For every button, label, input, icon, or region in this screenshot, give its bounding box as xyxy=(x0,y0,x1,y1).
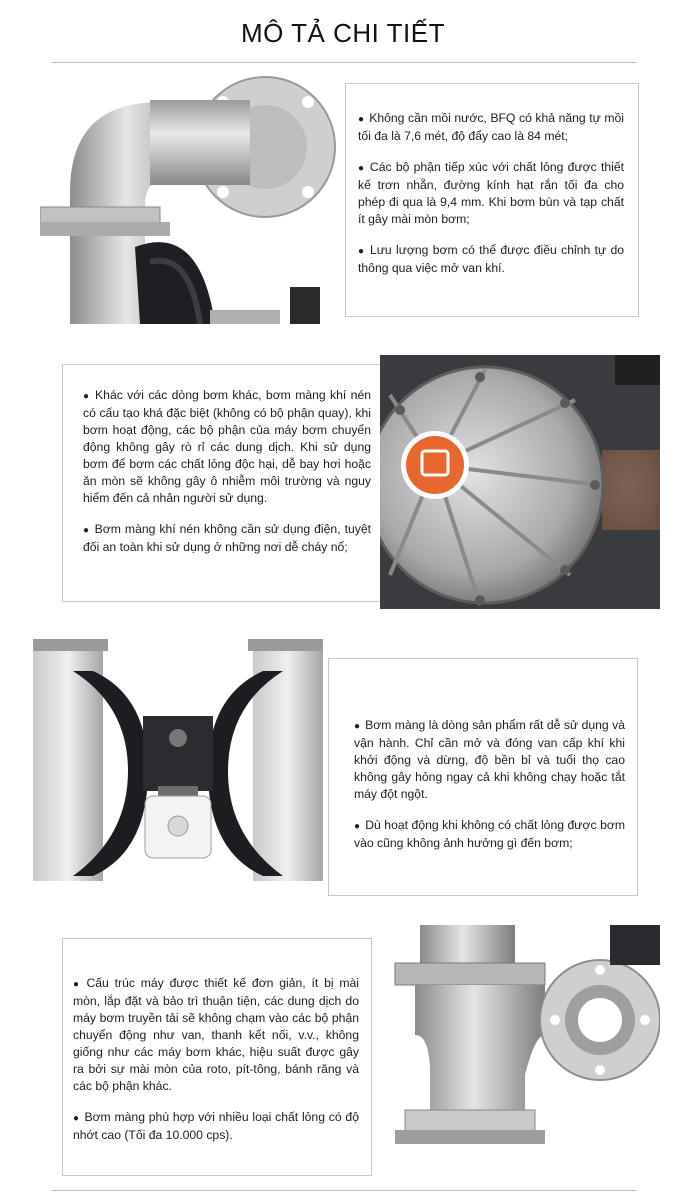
feature-box-1 xyxy=(345,83,639,317)
feature-paragraph: ● Khác với các dòng bơm khác, bơm màng khí nén có cấu tạo khá đặc biệt (không có bộ phận quay), khi bơm hoạt động, các bộ phận của máy bơm chuyển động không gây rò rỉ các dung dịch. Khi sử dụng bơm để bơm các chất lỏng độc hại, dễ bay hơi hoặc ăn mòn sẽ không gây ô nhiễm môi trường và nguy hiểm đến cả nhân người sử dụng. xyxy=(83,388,371,505)
bullet-icon: ● xyxy=(358,114,365,125)
pump-elbow-flange-photo xyxy=(40,72,340,324)
bullet-icon: ● xyxy=(83,525,90,536)
bullet-icon: ● xyxy=(358,163,365,174)
feature-paragraph: ● Bơm màng phù hợp với nhiều loại chất lỏng có độ nhớt cao (Tối đa 10.000 cps). xyxy=(73,1110,359,1142)
pump-front-view-photo xyxy=(33,636,323,888)
feature-box-3 xyxy=(328,658,638,896)
bullet-icon: ● xyxy=(354,821,361,832)
bottom-divider xyxy=(52,1190,636,1191)
feature-box-4 xyxy=(62,938,372,1176)
feature-paragraph: ● Không cần mồi nước, BFQ có khả năng tự mồi tối đa là 7,6 mét, độ đẩy cao là 84 mét; xyxy=(358,111,624,143)
feature-paragraph: ● Bơm màng khí nén không cần sử dụng điện, tuyệt đối an toàn khi sử dụng ở những nơi dễ cháy nổ; xyxy=(83,522,371,554)
bullet-icon: ● xyxy=(73,979,82,990)
page-title: MÔ TẢ CHI TIẾT xyxy=(241,18,445,48)
feature-paragraph: ● Cấu trúc máy được thiết kế đơn giản, ít bị mài mòn, lắp đặt và bảo trì thuận tiện, các dung dịch do máy bơm truyền tải sẽ không chạm vào các bộ phận chuyển động như van, thanh kết nối, v.v., không giống như các máy bơm khác, hiệu suất được gây ra bởi sự mài mòn của roto, pít-tông, bánh răng và các bộ phận khác. xyxy=(73,976,359,1093)
feature-paragraph: ● Bơm màng là dòng sản phẩm rất dễ sử dụng và vận hành. Chỉ cần mở và đóng van cấp khí khi khởi động và dừng, độ bền bỉ và tuổi thọ cao không gây hỏng ngay cả khi không chạy hoặc tắt máy đột ngột. xyxy=(354,718,625,801)
bullet-icon: ● xyxy=(354,721,361,732)
bullet-icon: ● xyxy=(73,1113,80,1124)
pump-diaphragm-cover-photo xyxy=(380,355,660,609)
bullet-icon: ● xyxy=(83,391,91,402)
title-divider xyxy=(52,62,636,63)
feature-paragraph: ● Lưu lượng bơm có thể được điều chỉnh tự do thông qua việc mở van khí. xyxy=(358,243,624,275)
feature-paragraph: ● Các bộ phận tiếp xúc với chất lỏng được thiết kế trơn nhẵn, đường kính hạt rắn tối đa cho phép đi qua là 9,4 mm. Khi bơm bùn và tạp chất ít gây mài mòn bơm; xyxy=(358,160,624,226)
feature-box-2 xyxy=(62,364,384,602)
feature-paragraph: ● Dù hoạt động khi không có chất lỏng được bơm vào cũng không ảnh hưởng gì đến bơm; xyxy=(354,818,625,850)
bullet-icon: ● xyxy=(358,246,365,257)
pump-base-inlet-photo xyxy=(375,925,660,1175)
